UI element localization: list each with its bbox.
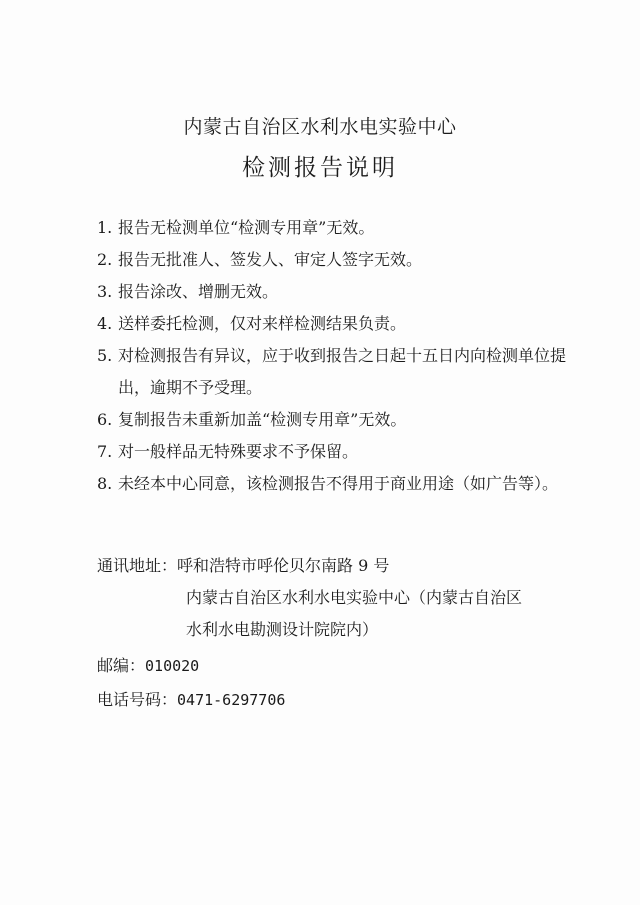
- notice-item-text: 报告涂改、增删无效。: [118, 282, 279, 301]
- notice-item-text: 未经本中心同意，该检测报告不得用于商业用途（如广告等）。: [118, 474, 559, 493]
- notice-item-text: 送样委托检测，仅对来样检测结果负责。: [118, 314, 407, 333]
- address-label: 通讯地址：: [97, 556, 178, 575]
- postcode-label: 邮编：: [97, 656, 146, 675]
- notice-item-7: [97, 436, 567, 468]
- address-row: [97, 550, 577, 582]
- notice-item-number: 1.: [97, 218, 113, 237]
- phone-label: 电话号码：: [97, 690, 178, 709]
- notice-item-4: [97, 308, 567, 340]
- notice-item-5: [97, 340, 567, 404]
- notice-item-8: [97, 468, 567, 500]
- notice-item-number: 5.: [97, 346, 113, 365]
- address-line-1: 呼和浩特市呼伦贝尔南路 9 号: [177, 556, 390, 575]
- address-line-3: 水利水电勘测设计院院内）: [186, 620, 379, 639]
- notice-item-number: 3.: [97, 282, 113, 301]
- organization-title: 内蒙古自治区水利水电实验中心: [183, 116, 457, 138]
- address-line-2: 内蒙古自治区水利水电实验中心（内蒙古自治区: [186, 588, 523, 607]
- notice-item-text: 对一般样品无特殊要求不予保留。: [118, 442, 359, 461]
- notice-item-6: [97, 404, 567, 436]
- notice-item-1: [97, 212, 567, 244]
- notice-item-2: [97, 244, 567, 276]
- notice-item-text: 对检测报告有异议，应于收到报告之日起十五日内向检测单位提出，逾期不予受理。: [118, 346, 567, 397]
- notice-item-number: 6.: [97, 410, 113, 429]
- notice-item-text: 复制报告未重新加盖“检测专用章”无效。: [118, 410, 407, 429]
- notice-item-number: 2.: [97, 250, 113, 269]
- notice-list: [97, 212, 567, 500]
- notice-item-number: 7.: [97, 442, 113, 461]
- notice-item-text: 报告无批准人、签发人、审定人签字无效。: [118, 250, 423, 269]
- notice-item-3: [97, 276, 567, 308]
- phone-row: [97, 684, 577, 716]
- notice-item-number: 8.: [97, 474, 113, 493]
- notice-item-text: 报告无检测单位“检测专用章”无效。: [118, 218, 375, 237]
- postcode-value: 010020: [145, 657, 200, 675]
- phone-value: 0471-6297706: [177, 691, 286, 709]
- postcode-row: [97, 650, 577, 682]
- notice-item-number: 4.: [97, 314, 113, 333]
- document-title: 检测报告说明: [242, 155, 398, 181]
